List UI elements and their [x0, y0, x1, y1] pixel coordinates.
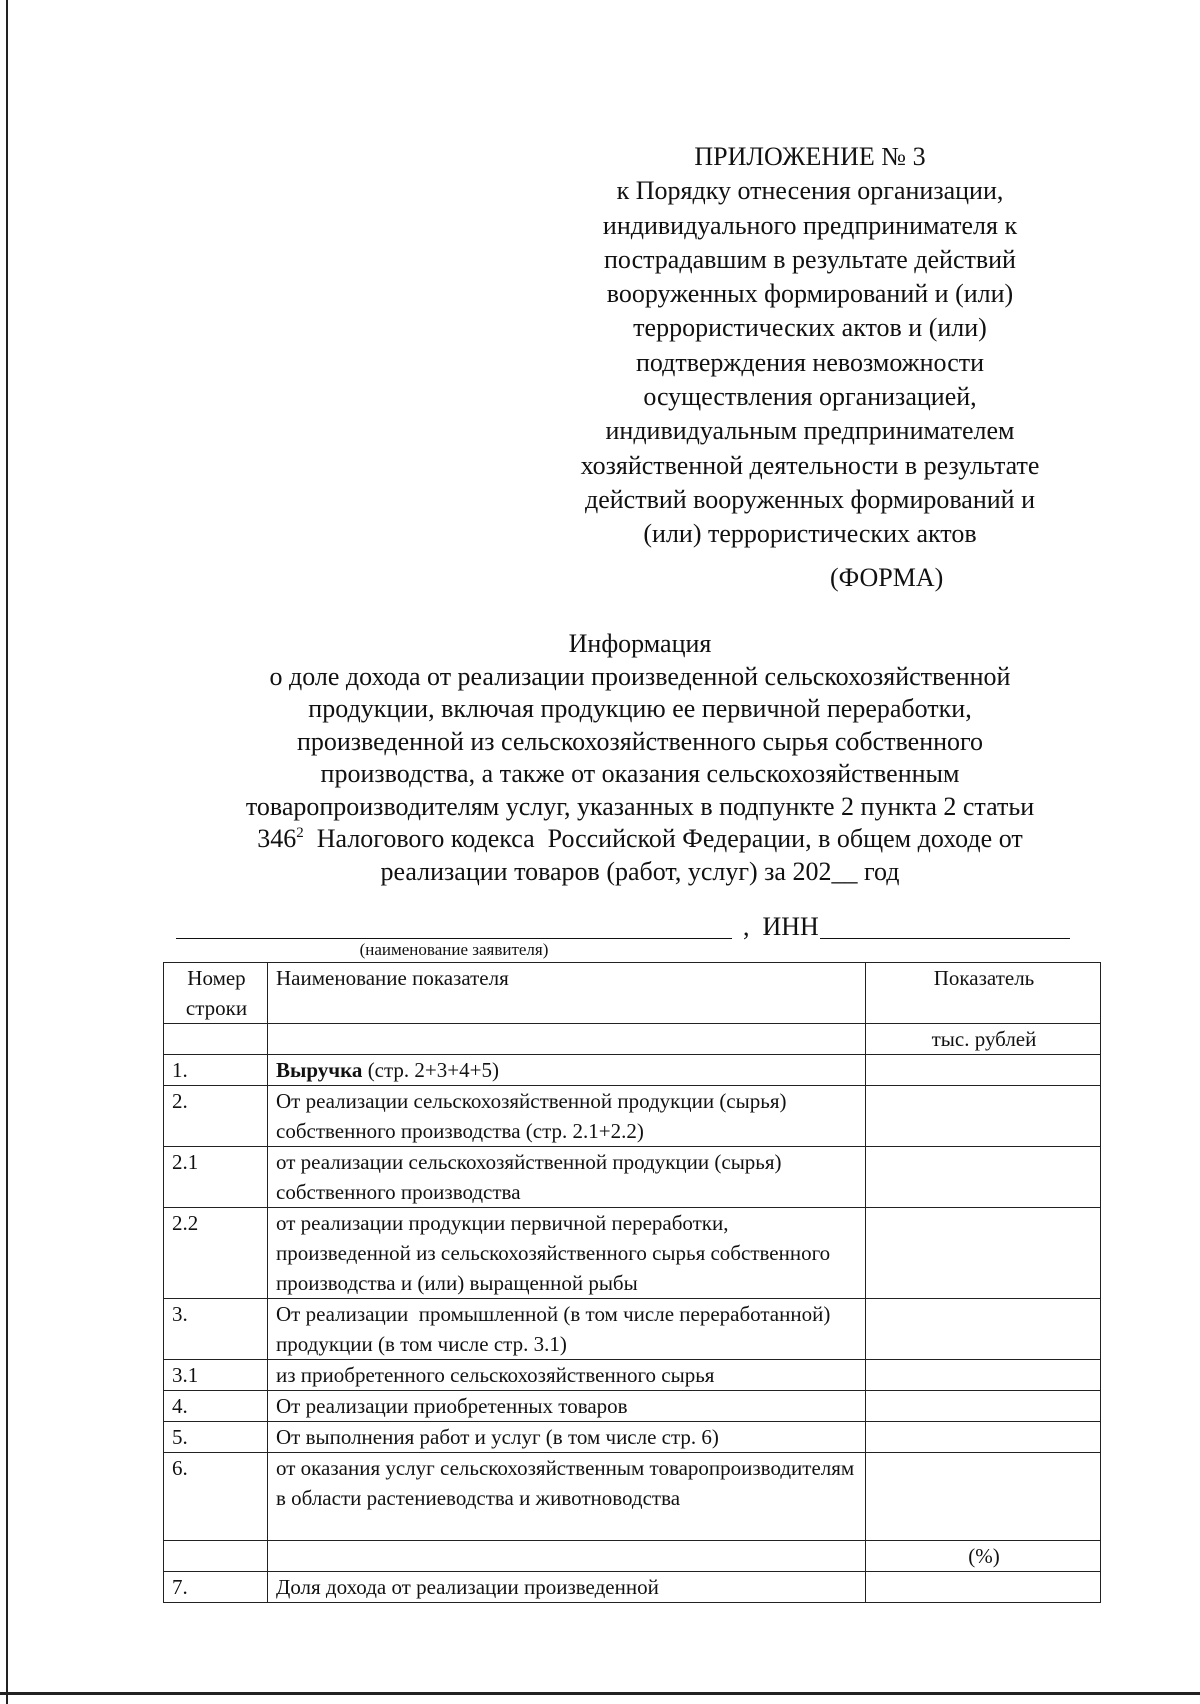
row-value-cell[interactable]	[866, 1055, 1101, 1086]
row-value-cell[interactable]	[866, 1391, 1101, 1422]
row-value-cell[interactable]	[866, 1360, 1101, 1391]
info-line: продукции, включая продукцию ее первичной переработки,	[308, 694, 972, 723]
appendix-line: подтверждения невозможности	[635, 347, 985, 377]
appendix-line: индивидуального предпринимателя к	[602, 210, 1018, 240]
row-number: 2.2	[164, 1208, 268, 1299]
appendix-line: хозяйственной деятельности в результате	[580, 450, 1040, 480]
row-number: 7.	[164, 1572, 268, 1603]
row-number: 2.1	[164, 1147, 268, 1208]
row-name: из приобретенного сельскохозяйственного сырья	[268, 1360, 866, 1391]
info-heading: Информация	[568, 629, 712, 658]
row-number: 5.	[164, 1422, 268, 1453]
inn-label: , ИНН	[743, 912, 819, 941]
table-header-row	[164, 963, 1101, 1024]
info-line: товаропроизводителям услуг, указанных в подпункте 2 пункта 2 статьи	[245, 791, 1035, 821]
article-superscript: 2	[296, 825, 304, 841]
table-row	[164, 1147, 1101, 1208]
appendix-line: к Порядку отнесения организации,	[616, 176, 1004, 206]
row-name: от оказания услуг сельскохозяйственным товаропроизводителям в области растениеводства и животноводства	[268, 1453, 866, 1541]
row-number: 3.1	[164, 1360, 268, 1391]
form-label: (ФОРМА)	[830, 563, 944, 592]
table-unit-row	[164, 1541, 1101, 1572]
row-name: Доля дохода от реализации произведенной	[268, 1572, 866, 1603]
info-line: о доле дохода от реализации произведенной сельскохозяйственной	[269, 661, 1011, 691]
info-line-article	[200, 823, 1080, 856]
table-unit-row	[164, 1024, 1101, 1055]
table-row	[164, 1208, 1101, 1299]
article-number: 346	[257, 824, 297, 853]
inn-field[interactable]	[820, 938, 1070, 939]
row-number: 3.	[164, 1299, 268, 1360]
unit-rub: тыс. рублей	[866, 1024, 1101, 1055]
unit-percent: (%)	[866, 1541, 1101, 1572]
header-indicator-value: Показатель	[866, 963, 1101, 1024]
appendix-line: (или) террористических актов	[643, 519, 977, 549]
applicant-caption: (наименование заявителя)	[359, 940, 549, 959]
table-row	[164, 1086, 1101, 1147]
table-row	[164, 1453, 1101, 1541]
table-cell-empty	[164, 1024, 268, 1055]
info-line: произведенной из сельскохозяйственного сырья собственного	[296, 726, 984, 756]
row-value-cell[interactable]	[866, 1299, 1101, 1360]
table-row	[164, 1299, 1101, 1360]
table-row	[164, 1055, 1101, 1086]
page-left-border	[6, 0, 8, 1704]
info-line: производства, а также от оказания сельскохозяйственным	[320, 759, 960, 788]
row-value-cell[interactable]	[866, 1086, 1101, 1147]
row-name-bold: Выручка	[276, 1058, 363, 1082]
table-row	[164, 1422, 1101, 1453]
header-indicator-name: Наименование показателя	[268, 963, 866, 1024]
appendix-line: действий вооруженных формирований и	[584, 484, 1035, 514]
row-name: От выполнения работ и услуг (в том числе стр. 6)	[268, 1422, 866, 1453]
applicant-row	[176, 912, 1076, 944]
row-name: От реализации приобретенных товаров	[268, 1391, 866, 1422]
row-name-rest: (стр. 2+3+4+5)	[362, 1058, 499, 1082]
info-line-period: реализации товаров (работ, услуг) за 202__ год	[380, 856, 900, 886]
indicators-table	[163, 962, 1101, 1603]
appendix-line: осуществления организацией,	[643, 382, 977, 412]
appendix-line: индивидуальным предпринимателем	[605, 416, 1015, 446]
appendix-title: ПРИЛОЖЕНИЕ № 3	[694, 142, 926, 171]
table-cell-empty	[268, 1541, 866, 1572]
row-name: От реализации промышленной (в том числе переработанной) продукции (в том числе стр. 3.1)	[268, 1299, 866, 1360]
table-cell-empty	[164, 1541, 268, 1572]
info-line-rest: Налогового кодекса Российской Федерации, в общем доходе от	[303, 824, 1023, 853]
row-value-cell[interactable]	[866, 1208, 1101, 1299]
page-bottom-border	[0, 1692, 1200, 1695]
applicant-name-field[interactable]	[176, 938, 732, 939]
appendix-line: террористических актов и (или)	[633, 313, 987, 343]
row-value-cell[interactable]	[866, 1453, 1101, 1541]
row-name: От реализации сельскохозяйственной продукции (сырья) собственного производства (стр. 2.1+2.2)	[268, 1086, 866, 1147]
row-value-cell[interactable]	[866, 1422, 1101, 1453]
row-name: от реализации сельскохозяйственной продукции (сырья) собственного производства	[268, 1147, 866, 1208]
row-number: 6.	[164, 1453, 268, 1541]
table-cell-empty	[268, 1024, 866, 1055]
appendix-line: пострадавшим в результате действий	[604, 244, 1016, 274]
row-name	[268, 1055, 866, 1086]
header-row-number: Номер строки	[164, 963, 268, 1024]
table-row	[164, 1391, 1101, 1422]
appendix-line: вооруженных формирований и (или)	[606, 279, 1014, 309]
table-row	[164, 1360, 1101, 1391]
table-row	[164, 1572, 1101, 1603]
row-number: 1.	[164, 1055, 268, 1086]
appendix-block	[545, 140, 1075, 552]
row-number: 4.	[164, 1391, 268, 1422]
row-number: 2.	[164, 1086, 268, 1147]
row-value-cell[interactable]	[866, 1147, 1101, 1208]
row-value-cell[interactable]	[866, 1572, 1101, 1603]
info-title-block	[200, 628, 1080, 888]
row-name: от реализации продукции первичной переработки, произведенной из сельскохозяйственного сырья собственного производства и (или) выращенной рыбы	[268, 1208, 866, 1299]
